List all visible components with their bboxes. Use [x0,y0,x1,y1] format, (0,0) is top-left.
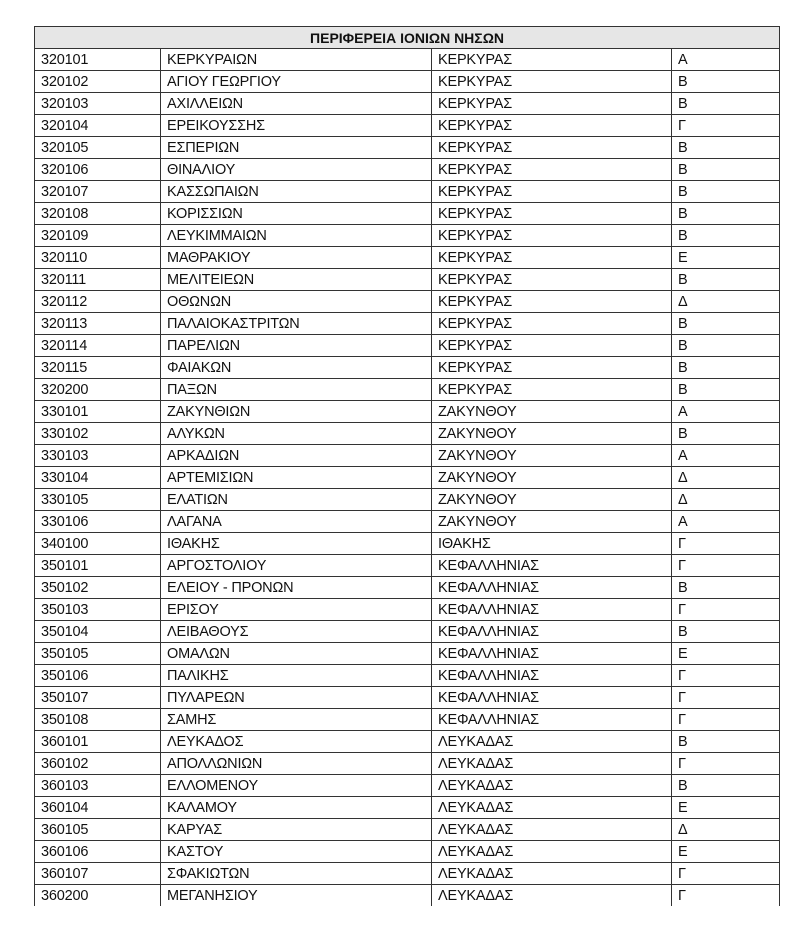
regional-unit-cell: ΚΕΡΚΥΡΑΣ [432,137,672,159]
category-cell: Β [672,357,780,379]
regional-unit-cell: ΛΕΥΚΑΔΑΣ [432,753,672,775]
table-row [35,489,780,511]
code-cell: 320101 [35,49,161,71]
regional-unit-cell: ΛΕΥΚΑΔΑΣ [432,841,672,863]
category-cell: Γ [672,885,780,907]
regional-unit-cell: ΚΕΡΚΥΡΑΣ [432,159,672,181]
table-row [35,247,780,269]
table-row [35,269,780,291]
municipal-unit-cell: ΟΜΑΛΩΝ [161,643,432,665]
category-cell: Ε [672,247,780,269]
regional-unit-cell: ΚΕΦΑΛΛΗΝΙΑΣ [432,687,672,709]
code-cell: 350104 [35,621,161,643]
code-cell: 350105 [35,643,161,665]
municipal-unit-cell: ΣΑΜΗΣ [161,709,432,731]
table-row [35,819,780,841]
category-cell: Β [672,775,780,797]
code-cell: 340100 [35,533,161,555]
municipal-unit-cell: ΦΑΙΑΚΩΝ [161,357,432,379]
category-cell: Α [672,49,780,71]
table-row [35,379,780,401]
category-cell: Γ [672,753,780,775]
regional-unit-cell: ΚΕΡΚΥΡΑΣ [432,379,672,401]
code-cell: 330105 [35,489,161,511]
municipal-unit-cell: ΕΡΕΙΚΟΥΣΣΗΣ [161,115,432,137]
table-row [35,599,780,621]
category-cell: Β [672,225,780,247]
code-cell: 320113 [35,313,161,335]
table-row [35,203,780,225]
regional-unit-cell: ΚΕΡΚΥΡΑΣ [432,291,672,313]
table-title: ΠΕΡΙΦΕΡΕΙΑ ΙΟΝΙΩΝ ΝΗΣΩΝ [35,27,780,49]
table-row [35,577,780,599]
document-sheet [34,26,779,906]
table-row [35,467,780,489]
table-row [35,621,780,643]
municipal-unit-cell: ΛΕΙΒΑΘΟΥΣ [161,621,432,643]
table-row [35,71,780,93]
category-cell: Β [672,379,780,401]
municipal-unit-cell: ΑΧΙΛΛΕΙΩΝ [161,93,432,115]
category-cell: Γ [672,115,780,137]
category-cell: Β [672,137,780,159]
municipal-unit-cell: ΛΑΓΑΝΑ [161,511,432,533]
table-row [35,775,780,797]
municipal-unit-cell: ΚΑΡΥΑΣ [161,819,432,841]
category-cell: Α [672,401,780,423]
regional-unit-cell: ΖΑΚΥΝΘΟΥ [432,401,672,423]
code-cell: 320103 [35,93,161,115]
regional-unit-cell: ΚΕΡΚΥΡΑΣ [432,313,672,335]
municipal-unit-cell: ΕΛΕΙΟΥ - ΠΡΟΝΩΝ [161,577,432,599]
category-cell: Δ [672,291,780,313]
regional-unit-cell: ΖΑΚΥΝΘΟΥ [432,511,672,533]
category-cell: Β [672,203,780,225]
regional-unit-cell: ΚΕΦΑΛΛΗΝΙΑΣ [432,599,672,621]
code-cell: 320200 [35,379,161,401]
category-cell: Ε [672,841,780,863]
table-row [35,115,780,137]
regional-unit-cell: ΚΕΦΑΛΛΗΝΙΑΣ [432,709,672,731]
code-cell: 320114 [35,335,161,357]
category-cell: Β [672,335,780,357]
municipal-unit-cell: ΟΘΩΝΩΝ [161,291,432,313]
code-cell: 350107 [35,687,161,709]
table-row [35,841,780,863]
regional-unit-cell: ΚΕΦΑΛΛΗΝΙΑΣ [432,621,672,643]
table-row [35,93,780,115]
regional-unit-cell: ΚΕΡΚΥΡΑΣ [432,93,672,115]
table-row [35,687,780,709]
code-cell: 350108 [35,709,161,731]
municipal-unit-cell: ΙΘΑΚΗΣ [161,533,432,555]
category-cell: Ε [672,797,780,819]
table-body [35,49,780,907]
table-row [35,357,780,379]
category-cell: Β [672,313,780,335]
regional-unit-cell: ΛΕΥΚΑΔΑΣ [432,797,672,819]
category-cell: Δ [672,819,780,841]
municipal-unit-cell: ΖΑΚΥΝΘΙΩΝ [161,401,432,423]
regional-unit-cell: ΛΕΥΚΑΔΑΣ [432,885,672,907]
category-cell: Δ [672,467,780,489]
regional-unit-cell: ΚΕΡΚΥΡΑΣ [432,203,672,225]
category-cell: Β [672,621,780,643]
regional-unit-cell: ΚΕΡΚΥΡΑΣ [432,181,672,203]
code-cell: 350101 [35,555,161,577]
table-row [35,49,780,71]
regional-unit-cell: ΖΑΚΥΝΘΟΥ [432,423,672,445]
municipal-unit-cell: ΑΠΟΛΛΩΝΙΩΝ [161,753,432,775]
code-cell: 330104 [35,467,161,489]
table-row [35,863,780,885]
table-row [35,709,780,731]
regional-unit-cell: ΚΕΡΚΥΡΑΣ [432,247,672,269]
code-cell: 320105 [35,137,161,159]
table-row [35,445,780,467]
category-cell: Β [672,269,780,291]
table-row [35,313,780,335]
table-row [35,181,780,203]
municipal-unit-cell: ΚΑΛΑΜΟΥ [161,797,432,819]
table-row [35,797,780,819]
municipal-unit-cell: ΜΑΘΡΑΚΙΟΥ [161,247,432,269]
municipal-unit-cell: ΘΙΝΑΛΙΟΥ [161,159,432,181]
code-cell: 360103 [35,775,161,797]
municipal-unit-cell: ΑΡΚΑΔΙΩΝ [161,445,432,467]
table-row [35,225,780,247]
regional-unit-cell: ΚΕΡΚΥΡΑΣ [432,49,672,71]
code-cell: 350102 [35,577,161,599]
regional-unit-cell: ΚΕΡΚΥΡΑΣ [432,225,672,247]
municipal-unit-cell: ΕΛΑΤΙΩΝ [161,489,432,511]
table-row [35,291,780,313]
table-row [35,665,780,687]
regional-unit-cell: ΖΑΚΥΝΘΟΥ [432,467,672,489]
category-cell: Β [672,181,780,203]
table-row [35,335,780,357]
regional-unit-cell: ΚΕΡΚΥΡΑΣ [432,269,672,291]
regional-unit-cell: ΚΕΡΚΥΡΑΣ [432,335,672,357]
category-cell: Α [672,511,780,533]
regional-unit-cell: ΚΕΡΚΥΡΑΣ [432,357,672,379]
category-cell: Γ [672,863,780,885]
category-cell: Γ [672,599,780,621]
code-cell: 360105 [35,819,161,841]
category-cell: Γ [672,555,780,577]
regional-unit-cell: ΚΕΡΚΥΡΑΣ [432,115,672,137]
regional-unit-cell: ΚΕΦΑΛΛΗΝΙΑΣ [432,577,672,599]
municipal-unit-cell: ΚΕΡΚΥΡΑΙΩΝ [161,49,432,71]
table-row [35,159,780,181]
municipalities-table [34,26,780,906]
code-cell: 320112 [35,291,161,313]
municipal-unit-cell: ΠΑΛΑΙΟΚΑΣΤΡΙΤΩΝ [161,313,432,335]
category-cell: Γ [672,533,780,555]
category-cell: Δ [672,489,780,511]
table-row [35,885,780,907]
municipal-unit-cell: ΚΟΡΙΣΣΙΩΝ [161,203,432,225]
code-cell: 320104 [35,115,161,137]
category-cell: Β [672,71,780,93]
category-cell: Ε [672,643,780,665]
code-cell: 330103 [35,445,161,467]
municipal-unit-cell: ΣΦΑΚΙΩΤΩΝ [161,863,432,885]
table-row [35,555,780,577]
municipal-unit-cell: ΠΑΞΩΝ [161,379,432,401]
regional-unit-cell: ΙΘΑΚΗΣ [432,533,672,555]
municipal-unit-cell: ΛΕΥΚΙΜΜΑΙΩΝ [161,225,432,247]
code-cell: 320111 [35,269,161,291]
table-row [35,643,780,665]
municipal-unit-cell: ΠΑΛΙΚΗΣ [161,665,432,687]
table-row [35,423,780,445]
municipal-unit-cell: ΚΑΣΤΟΥ [161,841,432,863]
table-row [35,137,780,159]
code-cell: 330101 [35,401,161,423]
code-cell: 320108 [35,203,161,225]
regional-unit-cell: ΚΕΦΑΛΛΗΝΙΑΣ [432,643,672,665]
category-cell: Β [672,423,780,445]
regional-unit-cell: ΛΕΥΚΑΔΑΣ [432,775,672,797]
regional-unit-cell: ΚΕΦΑΛΛΗΝΙΑΣ [432,555,672,577]
municipal-unit-cell: ΕΛΛΟΜΕΝΟΥ [161,775,432,797]
category-cell: Γ [672,709,780,731]
code-cell: 320109 [35,225,161,247]
category-cell: Γ [672,665,780,687]
regional-unit-cell: ΖΑΚΥΝΘΟΥ [432,489,672,511]
code-cell: 320110 [35,247,161,269]
category-cell: Β [672,93,780,115]
municipal-unit-cell: ΕΡΙΣΟΥ [161,599,432,621]
category-cell: Γ [672,687,780,709]
table-row [35,533,780,555]
regional-unit-cell: ΛΕΥΚΑΔΑΣ [432,731,672,753]
code-cell: 360106 [35,841,161,863]
municipal-unit-cell: ΑΡΤΕΜΙΣΙΩΝ [161,467,432,489]
table-row [35,511,780,533]
code-cell: 360104 [35,797,161,819]
municipal-unit-cell: ΜΕΓΑΝΗΣΙΟΥ [161,885,432,907]
regional-unit-cell: ΖΑΚΥΝΘΟΥ [432,445,672,467]
code-cell: 360107 [35,863,161,885]
table-row [35,731,780,753]
table-row [35,753,780,775]
code-cell: 320102 [35,71,161,93]
municipal-unit-cell: ΕΣΠΕΡΙΩΝ [161,137,432,159]
category-cell: Β [672,159,780,181]
code-cell: 360102 [35,753,161,775]
regional-unit-cell: ΛΕΥΚΑΔΑΣ [432,819,672,841]
code-cell: 330102 [35,423,161,445]
category-cell: Β [672,577,780,599]
municipal-unit-cell: ΑΡΓΟΣΤΟΛΙΟΥ [161,555,432,577]
category-cell: Β [672,731,780,753]
code-cell: 330106 [35,511,161,533]
municipal-unit-cell: ΠΑΡΕΛΙΩΝ [161,335,432,357]
code-cell: 360200 [35,885,161,907]
code-cell: 350103 [35,599,161,621]
municipal-unit-cell: ΠΥΛΑΡΕΩΝ [161,687,432,709]
code-cell: 320115 [35,357,161,379]
code-cell: 360101 [35,731,161,753]
municipal-unit-cell: ΜΕΛΙΤΕΙΕΩΝ [161,269,432,291]
code-cell: 350106 [35,665,161,687]
regional-unit-cell: ΛΕΥΚΑΔΑΣ [432,863,672,885]
category-cell: Α [672,445,780,467]
table-title-row [35,27,780,49]
regional-unit-cell: ΚΕΦΑΛΛΗΝΙΑΣ [432,665,672,687]
municipal-unit-cell: ΛΕΥΚΑΔΟΣ [161,731,432,753]
municipal-unit-cell: ΑΛΥΚΩΝ [161,423,432,445]
municipal-unit-cell: ΚΑΣΣΩΠΑΙΩΝ [161,181,432,203]
code-cell: 320107 [35,181,161,203]
regional-unit-cell: ΚΕΡΚΥΡΑΣ [432,71,672,93]
code-cell: 320106 [35,159,161,181]
municipal-unit-cell: ΑΓΙΟΥ ΓΕΩΡΓΙΟΥ [161,71,432,93]
table-row [35,401,780,423]
